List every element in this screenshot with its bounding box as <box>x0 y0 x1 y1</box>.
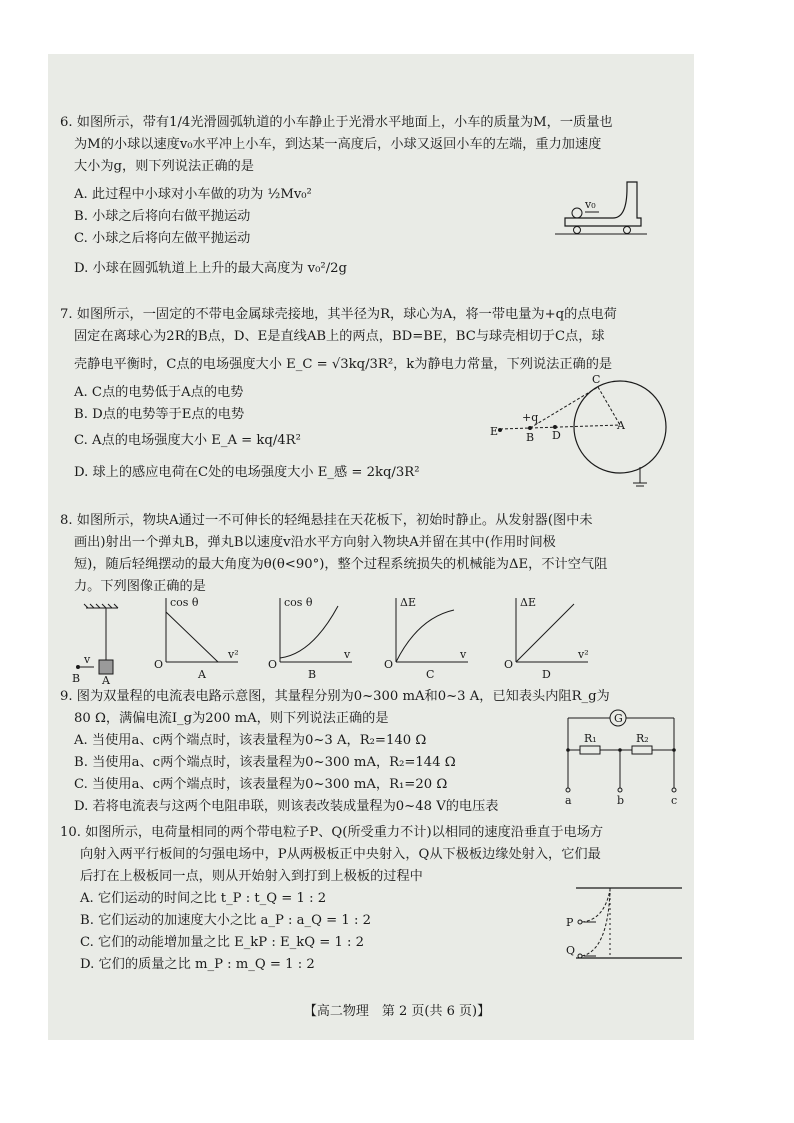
q10-option-b: B. 它们运动的加速度大小之比 a_P : a_Q = 1 : 2 <box>80 913 371 928</box>
q9-option-b: B. 当使用a、c两个端点时，该表量程为0~300 mA，R₂=144 Ω <box>74 755 456 770</box>
q9-circuit-figure <box>562 708 682 808</box>
q8-graph-d-name: D <box>542 668 551 681</box>
q7-label-e: E <box>490 425 499 438</box>
q8-graph-c-xlabel: v <box>460 648 467 661</box>
q7-option-b: B. D点的电势等于E点的电势 <box>74 407 245 422</box>
q8-graph-a <box>154 596 242 681</box>
q9-c-label: c <box>671 794 678 807</box>
q6-line-2: 为M的小球以速度v₀水平冲上小车，到达某一高度后，小球又返回小车的左端，重力加速度 <box>74 137 602 152</box>
q7-option-c: C. A点的电场强度大小 E_A = kq/4R² <box>74 433 301 448</box>
q9-option-a: A. 当使用a、c两个端点时，该表量程为0~3 A，R₂=140 Ω <box>74 733 427 748</box>
q8-graph-b-origin: O <box>268 658 278 671</box>
q8-graph-a-ylabel: cos θ <box>170 596 199 609</box>
q9-b-label: b <box>617 794 625 807</box>
q8-pendulum-figure <box>72 604 132 687</box>
q8-graph-b-ylabel: cos θ <box>284 596 313 609</box>
q6-line-3: 大小为g，则下列说法正确的是 <box>74 159 254 174</box>
q6-option-d: D. 小球在圆弧轨道上上升的最大高度为 v₀²/2g <box>74 261 347 276</box>
q8-line-1: 8. 如图所示，物块A通过一不可伸长的轻绳悬挂在天花板下，初始时静止。从发射器(图中未 <box>60 513 593 528</box>
q8-graph-a-xlabel: v² <box>228 648 239 661</box>
q8-graph-d-ylabel: ΔE <box>520 596 536 609</box>
q8-line-2: 画出)射出一个弹丸B，弹丸B以速度v沿水平方向射入物块A并留在其中(作用时间极 <box>74 535 556 550</box>
q7-line-2: 固定在离球心为2R的B点，D、E是直线AB上的两点，BD=BE，BC与球壳相切于C点，球 <box>74 329 605 344</box>
q9-a-label: a <box>565 794 572 807</box>
q7-label-b: B <box>526 431 535 444</box>
q7-label-c: C <box>592 373 601 386</box>
page-footer: 【高二物理 第 2 页(共 6 页)】 <box>303 1004 491 1019</box>
q10-line-2: 向射入两平行板间的匀强电场中，P从两极板正中央射入，Q从下极板边缘处射入，它们最 <box>80 847 601 862</box>
q6-option-a: A. 此过程中小球对小车做的功为 ½Mv₀² <box>74 187 312 202</box>
q7-line-3: 壳静电平衡时，C点的电场强度大小 E_C = √3kq/3R²，k为静电力常量，下列说法正确的是 <box>74 357 613 372</box>
q8-a-label: A <box>102 674 110 687</box>
q10-option-c: C. 它们的动能增加量之比 E_kP : E_kQ = 1 : 2 <box>80 935 365 950</box>
q6-cart-figure <box>555 178 645 238</box>
q10-line-1: 10. 如图所示，电荷量相同的两个带电粒子P、Q(所受重力不计)以相同的速度沿垂直于电场方 <box>60 825 604 840</box>
q9-galvanometer-label: G <box>614 712 623 725</box>
q8-graph-c-origin: O <box>384 658 394 671</box>
q6-line-1: 6. 如图所示，带有1/4光滑圆弧轨道的小车静止于光滑水平地面上，小车的质量为M，一质量也 <box>60 115 613 130</box>
q10-p-label: P <box>566 916 574 929</box>
q8-b-label: B <box>72 672 81 685</box>
q9-line-2: 80 Ω，满偏电流I_g为200 mA，则下列说法正确的是 <box>74 711 389 726</box>
q8-v-label: v <box>84 653 91 666</box>
q7-label-q: +q <box>522 411 539 424</box>
q7-option-d: D. 球上的感应电荷在C处的电场强度大小 E_感 = 2kq/3R² <box>74 465 420 480</box>
q7-option-a: A. C点的电势低于A点的电势 <box>74 385 244 400</box>
q6-v0-label: v₀ <box>585 198 596 211</box>
q9-line-1: 9. 图为双量程的电流表电路示意图，其量程分别为0~300 mA和0~3 A，已知表头内阻R_g为 <box>60 689 610 704</box>
question-8 <box>60 510 680 598</box>
q8-graph-b <box>268 596 356 681</box>
q7-label-a: A <box>617 419 625 432</box>
q7-sphere-figure <box>490 375 670 495</box>
q7-label-d: D <box>552 429 561 442</box>
q10-line-3: 后打在上极板同一点，则从开始射入到打到上极板的过程中 <box>80 869 423 884</box>
q8-line-3: 短)，随后轻绳摆动的最大角度为θ(θ<90°)，整个过程系统损失的机械能为ΔE，不计空气阻 <box>74 557 608 572</box>
q9-r2-label: R₂ <box>636 732 649 745</box>
q8-graph-c <box>384 596 472 681</box>
q9-r1-label: R₁ <box>584 732 597 745</box>
q8-graph-a-name: A <box>198 668 206 681</box>
q8-graph-d-xlabel: v² <box>578 648 589 661</box>
q8-graph-b-name: B <box>308 668 317 681</box>
q7-line-1: 7. 如图所示，一固定的不带电金属球壳接地，其半径为R，球心为A，将一带电量为+q的点电荷 <box>60 307 617 322</box>
q9-option-c: C. 当使用a、c两个端点时，该表量程为0~300 mA，R₁=20 Ω <box>74 777 448 792</box>
q10-plates-figure <box>562 884 686 968</box>
q8-graph-c-ylabel: ΔE <box>400 596 416 609</box>
q10-option-d: D. 它们的质量之比 m_P : m_Q = 1 : 2 <box>80 957 315 972</box>
q8-graph-c-name: C <box>426 668 435 681</box>
q10-option-a: A. 它们运动的时间之比 t_P : t_Q = 1 : 2 <box>80 891 327 906</box>
q10-q-label: Q <box>566 944 576 957</box>
q8-graph-d-origin: O <box>504 658 514 671</box>
q8-graph-b-xlabel: v <box>344 648 351 661</box>
q9-option-d: D. 若将电流表与这两个电阻串联，则该表改装成量程为0~48 V的电压表 <box>74 799 499 814</box>
q6-option-b: B. 小球之后将向右做平抛运动 <box>74 209 251 224</box>
q8-graph-a-origin: O <box>154 658 164 671</box>
q8-graph-d <box>504 596 592 681</box>
q8-line-4: 力。下列图像正确的是 <box>74 579 206 594</box>
q6-option-c: C. 小球之后将向左做平抛运动 <box>74 231 251 246</box>
